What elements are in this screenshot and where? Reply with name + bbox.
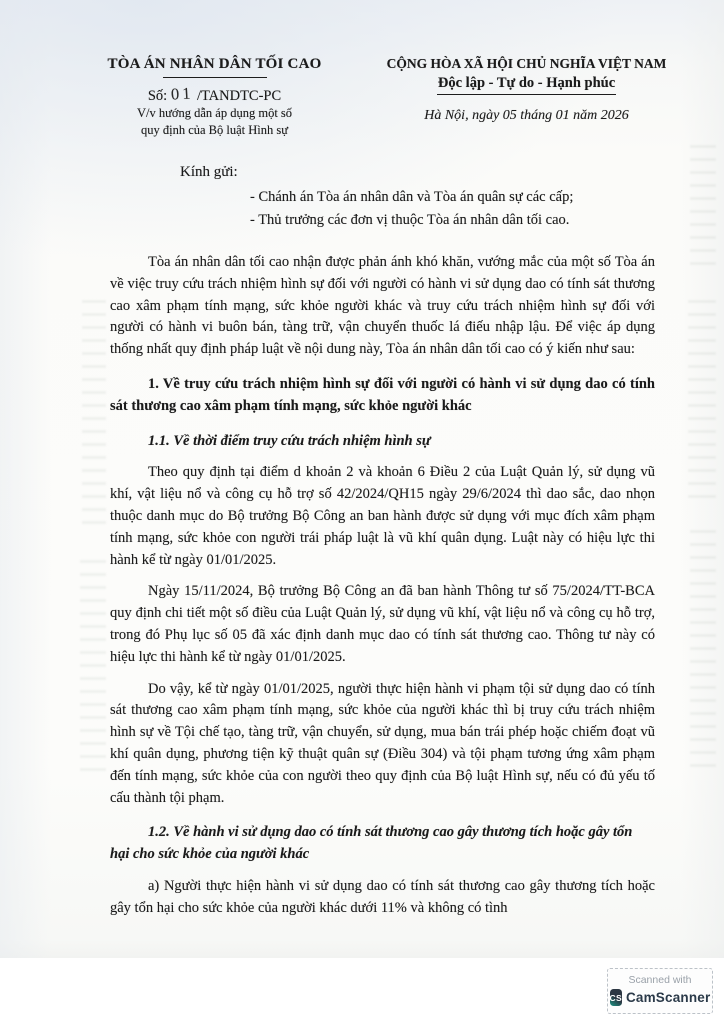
sub-section-heading: 1.1. Về thời điểm truy cứu trách nhiệm hình sự (148, 432, 431, 449)
bleed-through-artifact (690, 530, 716, 770)
national-header (369, 56, 684, 138)
document-number-line (60, 85, 369, 105)
national-motto: Độc lập - Tự do - Hạnh phúc (437, 75, 616, 95)
document-header (0, 0, 724, 138)
recipients-block (110, 164, 658, 232)
body-paragraph: Theo quy định tại điểm d khoản 2 và khoản 6 Điều 2 của Luật Quản lý, sử dụng vũ khí, vật liệu nổ và công cụ hỗ trợ số 42/2024/QH15 ngày 29/6/2024 thì dao sắc, dao nhọn thuộc danh mục do Bộ trưởng Bộ Công an ban hành được sử dụng với mục đích xâm phạm tính mạng, sức khỏe con người trái pháp luật là vũ khí quân dụng. Luật này có hiệu lực thi hành kể từ ngày 01/01/2025. (110, 464, 655, 568)
recipient-item: - Thủ trưởng các đơn vị thuộc Tòa án nhân dân tối cao. (250, 212, 570, 228)
document-number-suffix: /TANDTC-PC (196, 88, 282, 104)
org-name-underline (163, 77, 267, 78)
recipient-list (250, 186, 658, 232)
body-paragraph: Do vậy, kể từ ngày 01/01/2025, người thực hiện hành vi phạm tội sử dụng dao có tính sát thương cao xâm phạm tính mạng, sức khỏe của người khác thì bị truy cứu trách nhiệm hình sự về Tội chế tạo, tàng trữ, vận chuyển, sử dụng, mua bán trái phép hoặc chiếm đoạt vũ khí quân dụng, phương tiện kỹ thuật quân sự (Điều 304) và tội phạm tương ứng xâm phạm đến tính mạng, sức khỏe của con người theo quy định của Bộ luật Hình sự, nếu có đủ yếu tố cấu thành tội phạm. (110, 680, 655, 806)
bleed-through-artifact (80, 560, 106, 780)
document-body (110, 252, 655, 920)
scanned-with-label: Scanned with (628, 974, 692, 986)
document-subject-line-2: quy định của Bộ luật Hình sự (140, 122, 289, 137)
document-number-value: 01 (170, 83, 194, 104)
body-paragraph: Tòa án nhân dân tối cao nhận được phản ánh khó khăn, vướng mắc của một số Tòa án về việc truy cứu trách nhiệm hình sự đối với người có hành vi sử dụng dao có tính sát thương cao xâm phạm tính mạng, sức khỏe người khác và truy cứu trách nhiệm hình sự đối với người có hành vi buôn bán, tàng trữ, vận chuyển thuốc lá điếu nhập lậu. Để việc áp dụng thống nhất quy định pháp luật về nội dung này, Tòa án nhân dân tối cao có ý kiến như sau: (110, 254, 655, 358)
org-name: TÒA ÁN NHÂN DÂN TỐI CAO (107, 56, 322, 72)
country-name: CỘNG HÒA XÃ HỘI CHỦ NGHĨA VIỆT NAM (386, 56, 667, 71)
camscanner-logo-icon: CS (610, 989, 622, 1006)
issuing-org-header (60, 56, 369, 138)
document-number-label: Số: (147, 88, 168, 104)
bleed-through-artifact (82, 300, 106, 530)
salutation-label: Kính gửi: (180, 164, 238, 180)
recipient-item: - Chánh án Tòa án nhân dân và Tòa án quân sự các cấp; (250, 189, 574, 205)
sub-section-heading: 1.2. Về hành vi sử dụng dao có tính sát thương cao gây thương tích hoặc gây tổn hại cho sức khỏe của người khác (110, 824, 633, 863)
document-subject-line-1: V/v hướng dẫn áp dụng một số (136, 106, 293, 120)
place-and-date: Hà Nội, ngày 05 tháng 01 năm 2026 (424, 108, 629, 123)
section-heading: 1. Về truy cứu trách nhiệm hình sự đối với người có hành vi sử dụng dao có tính sát thương cao xâm phạm tính mạng, sức khỏe người khác (110, 375, 655, 414)
bleed-through-artifact (688, 300, 716, 500)
camscanner-badge (607, 968, 713, 1014)
body-paragraph: Ngày 15/11/2024, Bộ trưởng Bộ Công an đã ban hành Thông tư số 75/2024/TT-BCA quy định chi tiết một số điều của Luật Quản lý, sử dụng vũ khí, vật liệu nổ và công cụ hỗ trợ, trong đó Phụ lục số 05 đã xác định danh mục dao có tính sát thương cao. Thông tư này có hiệu lực thi hành kể từ ngày 01/01/2025. (110, 583, 655, 665)
camscanner-app-name: CamScanner (625, 990, 711, 1005)
bleed-through-artifact (690, 145, 716, 275)
body-paragraph: a) Người thực hiện hành vi sử dụng dao có tính sát thương cao gây thương tích hoặc gây tổn hại cho sức khỏe của người khác dưới 11% và không có tình (110, 877, 655, 916)
camscanner-wordmark (609, 989, 711, 1006)
